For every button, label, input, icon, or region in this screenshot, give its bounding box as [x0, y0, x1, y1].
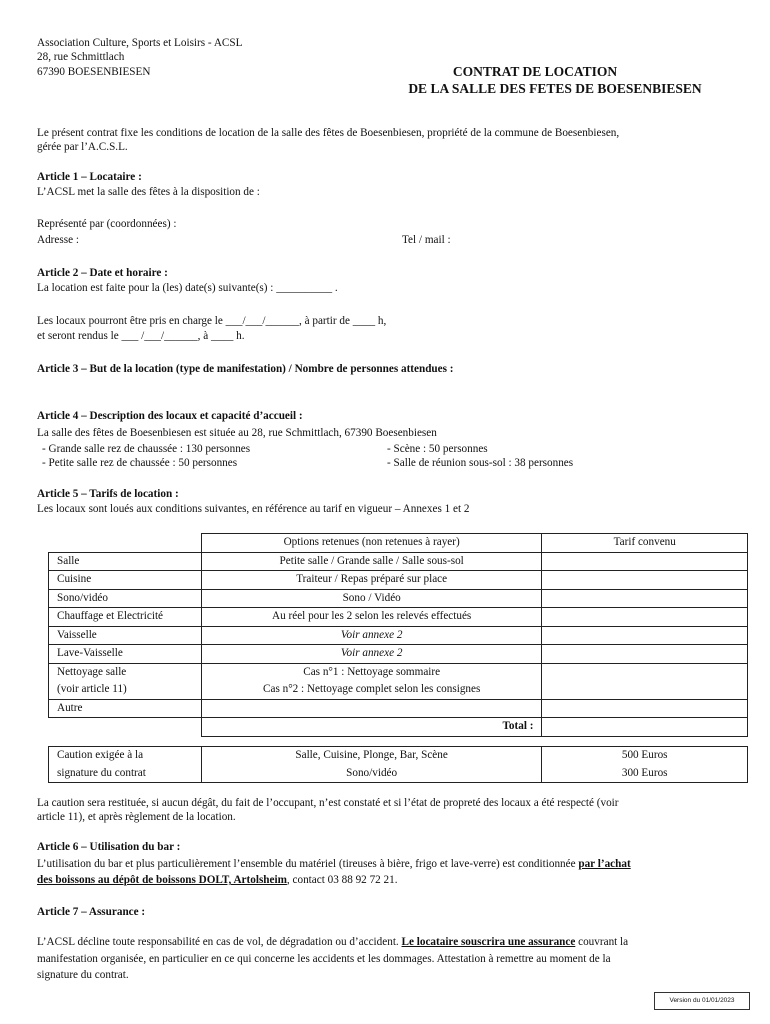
article5-line1: Les locaux sont loués aux conditions suivantes, en référence au tarif en vigueur – Annexes 1 et 2: [37, 503, 470, 515]
article6-emphasis: des boissons au dépôt de boissons DOLT, Artolsheim: [37, 874, 287, 886]
caution-amount: 300 Euros: [542, 765, 748, 783]
table-row: [49, 663, 748, 681]
article7-heading: Article 7 – Assurance :: [37, 906, 146, 918]
column-header-options: Options retenues (non retenues à rayer): [201, 534, 542, 553]
article6-line1: [37, 857, 631, 872]
article1-represente: Représenté par (coordonnées) :: [37, 218, 177, 230]
row-option: Voir annexe 2: [201, 645, 542, 664]
caution-item: Salle, Cuisine, Plonge, Bar, Scène: [201, 747, 542, 765]
tarif-cell[interactable]: [542, 681, 748, 699]
tarif-cell[interactable]: [542, 552, 748, 571]
article7-line1: [37, 935, 628, 950]
tarif-cell[interactable]: [542, 589, 748, 608]
org-street: 28, rue Schmittlach: [37, 51, 125, 63]
article3-heading: Article 3 – But de la location (type de manifestation) / Nombre de personnes attendues :: [37, 363, 454, 375]
article7-line3: signature du contrat.: [37, 969, 129, 981]
row-option: Cas n°1 : Nettoyage sommaire: [201, 663, 542, 681]
row-label: Lave-Vaisselle: [49, 645, 202, 664]
article1-adresse: Adresse :: [37, 234, 79, 246]
row-option: Traiteur / Repas préparé sur place: [201, 571, 542, 590]
row-label: Nettoyage salle: [49, 663, 202, 681]
row-option: Au réel pour les 2 selon les relevés effectués: [201, 608, 542, 627]
article7-text: couvrant la: [575, 936, 629, 948]
restitution-line1: La caution sera restituée, si aucun dégât, du fait de l’occupant, n’est constaté et si l’état de propreté des locaux a été respecté (voir: [37, 797, 619, 809]
intro-line2: gérée par l’A.C.S.L.: [37, 141, 128, 153]
intro-line1: Le présent contrat fixe les conditions de location de la salle des fêtes de Boesenbiesen, propriété de la commune de Boesenbiesen,: [37, 127, 620, 139]
table-blank: [49, 718, 202, 737]
row-label: Chauffage et Electricité: [49, 608, 202, 627]
table-row: [49, 681, 748, 699]
article2-heading: Article 2 – Date et horaire :: [37, 267, 168, 279]
caution-label: signature du contrat: [49, 765, 202, 783]
tarifs-table: [48, 533, 748, 737]
row-label: Salle: [49, 552, 202, 571]
article1-tel: Tel / mail :: [402, 234, 451, 246]
article6-emphasis: par l’achat: [578, 858, 631, 870]
capacity-item: - Grande salle rez de chaussée : 130 personnes: [42, 443, 251, 455]
row-option: Cas n°2 : Nettoyage complet selon les consignes: [201, 681, 542, 699]
total-label: Total :: [201, 718, 542, 737]
version-box: Version du 01/01/2023: [654, 992, 750, 1010]
row-label: Sono/vidéo: [49, 589, 202, 608]
article5-heading: Article 5 – Tarifs de location :: [37, 488, 179, 500]
article6-line2: [37, 873, 398, 888]
caution-item: Sono/vidéo: [201, 765, 542, 783]
table-corner: [49, 534, 202, 553]
org-name: Association Culture, Sports et Loisirs - ACSL: [37, 37, 243, 49]
article7-line2: manifestation organisée, en particulier en ce qui concerne les accidents et les dommages. Attestation à remettre au moment de la: [37, 953, 611, 965]
tarif-cell[interactable]: [542, 645, 748, 664]
table-row: [49, 589, 748, 608]
article7-text: L’ACSL décline toute responsabilité en cas de vol, de dégradation ou d’accident.: [37, 936, 402, 948]
tarif-cell[interactable]: [542, 699, 748, 718]
article1-heading: Article 1 – Locataire :: [37, 171, 142, 183]
row-label: Vaisselle: [49, 626, 202, 645]
article6-text: L’utilisation du bar et plus particulièrement l’ensemble du matériel (tireuses à bière, frigo et lave-verre) est conditionnée: [37, 858, 579, 870]
tarif-cell[interactable]: [542, 571, 748, 590]
row-option: Petite salle / Grande salle / Salle sous-sol: [201, 552, 542, 571]
table-row: [49, 699, 748, 718]
org-city: 67390 BOESENBIESEN: [37, 66, 151, 78]
article2-line1: La location est faite pour la (les) date(s) suivante(s) : __________ .: [37, 282, 338, 294]
table-row: [49, 571, 748, 590]
article1-line1: L’ACSL met la salle des fêtes à la disposition de :: [37, 186, 260, 198]
caution-label: Caution exigée à la: [49, 747, 202, 765]
article2-line3: et seront rendus le ___ /___/______, à ____ h.: [37, 330, 245, 342]
tarif-cell[interactable]: [542, 663, 748, 681]
table-row: [49, 626, 748, 645]
doc-title-line1: CONTRAT DE LOCATION: [452, 64, 618, 79]
doc-title-line2: DE LA SALLE DES FETES DE BOESENBIESEN: [408, 81, 702, 96]
row-option: Sono / Vidéo: [201, 589, 542, 608]
table-row: [49, 608, 748, 627]
table-row: [49, 645, 748, 664]
article4-line1: La salle des fêtes de Boesenbiesen est située au 28, rue Schmittlach, 67390 Boesenbiesen: [37, 427, 437, 439]
row-option: [201, 699, 542, 718]
caution-table: [48, 746, 748, 783]
caution-amount: 500 Euros: [542, 747, 748, 765]
tarif-cell[interactable]: [542, 626, 748, 645]
total-cell[interactable]: [542, 718, 748, 737]
article7-emphasis: Le locataire souscrira une assurance: [401, 936, 576, 948]
row-label: Autre: [49, 699, 202, 718]
row-label: Cuisine: [49, 571, 202, 590]
row-label: (voir article 11): [49, 681, 202, 699]
capacity-item: - Salle de réunion sous-sol : 38 personnes: [387, 457, 574, 469]
article6-heading: Article 6 – Utilisation du bar :: [37, 841, 181, 853]
capacity-item: - Scène : 50 personnes: [387, 443, 488, 455]
article2-line2: Les locaux pourront être pris en charge le ___/___/______, à partir de ____ h,: [37, 315, 387, 327]
tarif-cell[interactable]: [542, 608, 748, 627]
column-header-tarif: Tarif convenu: [542, 534, 748, 553]
article4-heading: Article 4 – Description des locaux et capacité d’accueil :: [37, 410, 303, 422]
article6-contact: , contact 03 88 92 72 21.: [286, 874, 398, 886]
table-row: [49, 552, 748, 571]
row-option: Voir annexe 2: [201, 626, 542, 645]
restitution-line2: article 11), et après règlement de la location.: [37, 811, 236, 823]
capacity-item: - Petite salle rez de chaussée : 50 personnes: [42, 457, 238, 469]
